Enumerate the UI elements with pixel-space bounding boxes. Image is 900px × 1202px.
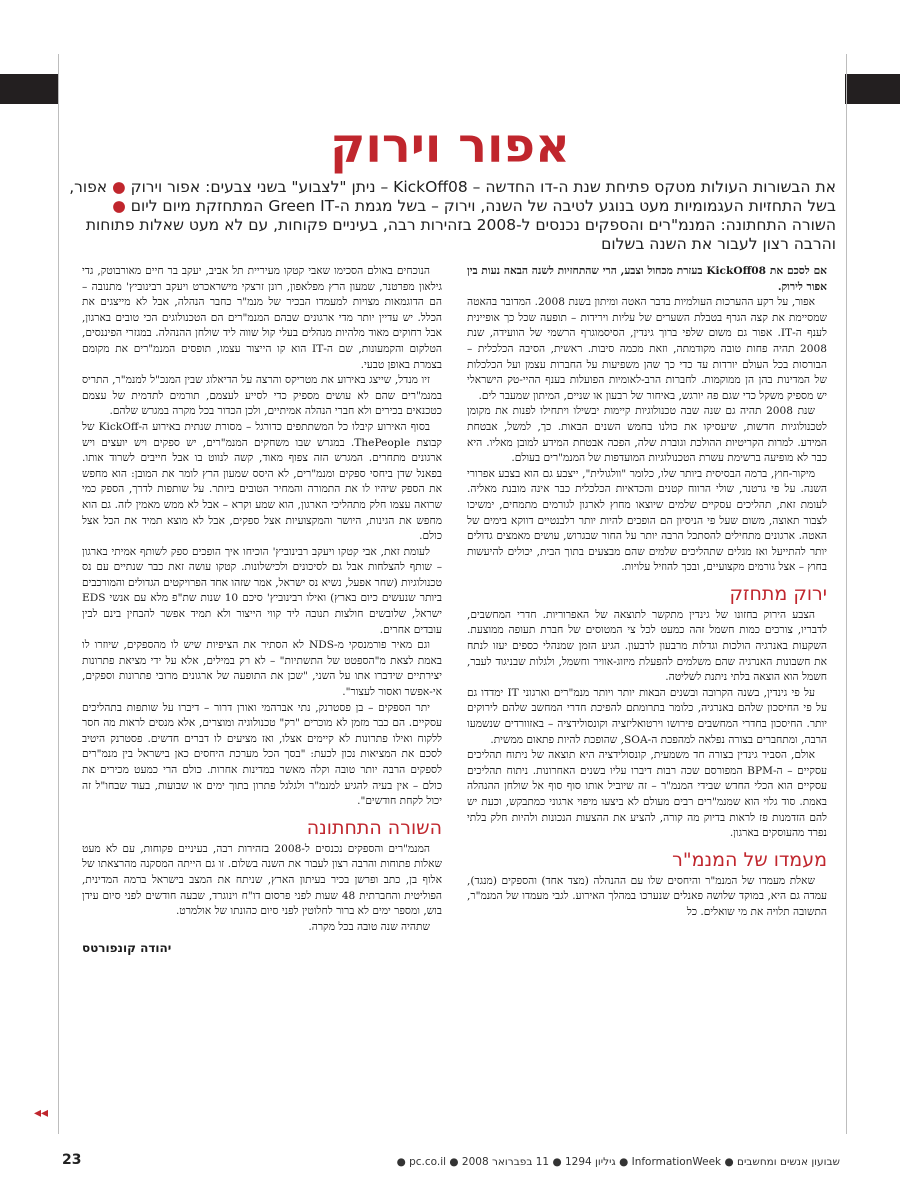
- lead-part-1: את הבשורות העולות מטקס פתיחת שנת ה-דו החדשה – KickOff08 – ניתן "לצבוע" בשני צבעים: אפור וירוק: [130, 178, 836, 196]
- bullet-icon: ●: [112, 178, 126, 196]
- right-column: [467, 264, 827, 921]
- paragraph: שאלת מעמדו של המנמ"ר והיחסים שלו עם ההנהלה (מצד אחד) והספקים (מנגד), עמדה גם היא, במוקד שלושה פאנלים שנערכו במהלך האירוע. לגבי מעמדו של המנמ"ר, התשובה תלויה את מי שואלים. כל: [467, 874, 827, 918]
- bullet-icon: ●: [112, 197, 126, 215]
- paragraph: אולם, הסביר גינדין בצורה חד משמעית, קונסולידציה היא תוצאה של ניתוח תהליכים עסקיים – ה-BPM המפורסם שכה רבות דיברו עליו בשנים האחרונות. ניתוח תהליכים עסקיים הוא הכלי החדש שבידי המנמ"ר – זה שיוביל אותו סוף סוף אל שולחן ההנהלה באמת. סוד גלוי הוא שמנמ"רים רבים מעולם לא ביצעו מיפוי ארגוני כמתבקש, וכעת יש להם הזדמנות פז לראות בדיוק מה קורה, להציע את ההצעות הנכונות ולהיות חלק בלתי נפרד מהעוסקים בארגון.: [467, 749, 827, 840]
- intro-paragraph: אם לסכם את KickOff08 בעזרת מכחול וצבע, הרי שהתחזיות לשנה הבאה נעות בין אפור לירוק.: [467, 265, 827, 293]
- lead-part-2: אפור, בשל התחזיות העגמומיות מעט בנוגע לטיבה של השנה, וירוק – בשל מגמת ה-Green IT המתחזקת מיום ליום: [69, 178, 836, 215]
- paragraph: לעומת זאת, אבי קטקו ויעקב רבינוביץ' הוכיחו איך הופכים ספק לשותף אמיתי בארגון – שותף להצלחות אבל גם לסיכונים ולכישלונות. קטקו עושה זאת כבר שנתיים עם נס טכנולוגיות (שחר אפעל, נשיא נס ישראל, אמר שזהו אחד הפרויקטים הגדולים והמורכבים ביותר שנעשים כיום בארץ) ואילו רבינוביץ' סיכם 10 שנות שת"פ מלא עם אנשי EDS ישראל, שלובשים חולצות תנובה ליד קווי הייצור ולא תמיד אפשר להבחין בינם לבין עובדים אחרים.: [82, 545, 442, 636]
- paragraph: זיו מנדל, שייצג באירוע את מטריקס והרצה על הדיאלוג שבין המנכ"ל למנמ"ר, התריס במנמ"רים שהם לא עושים מספיק כדי לסייע לעצמם, תורמים לתדמית של עצמם כטכנאים בכירים ולא חברי הנהלה אמיתיים, ולכן הכדור בכל מקרה במגרש שלהם.: [82, 374, 442, 418]
- paragraph: על פי גינדין, בשנה הקרובה ובשנים הבאות יותר ויותר מנמ"רים וארגוני IT ימדדו גם על פי החיסכון שלהם באנרגיה, כלומר בתרומתם להפיכת חדרי המחשב שלהם לירוקים יותר. החיסכון בחדרי המחשבים פירושו וירטואליזציה וקונסולידציה – באזוורדים שנשמעו הרבה, ומתחברים בצורה נפלאה למהפכת ה-SOA, שהופכת להיות פתאום ממשית.: [467, 686, 827, 746]
- author-name: יהודה קונפורטס: [82, 941, 172, 956]
- left-column: [82, 264, 442, 957]
- article-lead: [66, 178, 836, 254]
- section-heading-green: ירוק מתחזק: [729, 582, 827, 605]
- continue-arrow-icon: ◂◂: [34, 1105, 49, 1121]
- footer-line: שבועון אנשים ומחשבים ● InformationWeek ● גיליון 1294 ● 11 בפברואר 2008 ● pc.co.il ●: [396, 1156, 840, 1168]
- paragraph: בסוף האירוע קיבלו כל המשתתפים כדורגל – מסורת שנתית באירוע ה-KickOff של קבוצת ThePeople. במגרש שבו משחקים המנמ"רים, יש ספקים ויש יועצים ויש ארגונים מתחרים. המגרש הזה צפוף מאוד, קשה לנווט בו אבל חייבים לשרוד אותו. בפאנל שדן ביחסי ספקים ומנמ"רים, לא היסס שמעון הרץ לומר את המובן: הוא מחפש את הספק שיהיו לו את התמורה והמחיר הטובים ביותר. על שותפות לדרך, הספק כמי שרואה עצמו חלק מתהליכי הארגון, הוא שמע וקרא – אבל לא ממש מאמין לזה. גם הוא מחפש את הגינות, היושר והמקצועיות אצל ספקים, אבל לא מוצא תמיד את הכל אצל כולם.: [82, 420, 442, 543]
- page-number: 23: [62, 1152, 82, 1168]
- top-left-bar: [0, 74, 58, 104]
- paragraph: שתהיה שנה טובה בכל מקרה.: [308, 920, 430, 933]
- paragraph: הנוכחים באולם הסכימו שאבי קטקו מעיריית תל אביב, יעקב בר חיים מאורבוטק, גדי גילאון מפרטנר, שמעון הרץ מפלאפון, רונן זרצקי מישראכרט ויעקב רבינוביץ' מתנובה – הם הדוגמאות מצויות למעמדו הבכיר של מנמ"ר כחבר הנהלה, אבל לא מייצגים את הכלל. יש עדיין יותר מדי ארגונים שבהם המנמ"רים הם הטכנולוגים הכי טובים בארגון, אבל רחוקים מאוד מלהיות מנהלים בעלי קול שווה ליד שולחן ההנהלה. במגזרי הפיננסים, הטלקום והקמעונות, שם ה-IT הוא קו הייצור עצמו, תופסים המנמ"רים את מקומם בצמרת באופן טבעי.: [82, 265, 442, 371]
- lead-part-3: השורה התחתונה: המנמ"רים והספקים נכנסים ל-2008 בזהירות רבה, בעיניים פקוחות, עם לא מעט שאלות פתוחות והרבה רצון לעבור את השנה בשלום: [85, 216, 836, 253]
- paragraph: מיקור-חוץ, ברמה הבסיסית ביותר שלו, כלומר "וולגולית", ייצבע גם הוא בצבע אפרורי השנה. על פי גרטנר, שולי הרווח קטנים והכדאיות הכלכלית כבר אינה מובנת מאליה. לעומת זאת, תהליכים עסקיים שלמים שיוצאו מחוץ לארגון לגורמים מתמחים, ימשיכו לצבור תאוצה, משום שעל פי הניסיון הם הופכים להיות יותר רלבנטיים דווקא בימים של האטה. ארגונים מתחילים להסתכל הרבה יותר על החור שבגרוש, עושים מאמצים גדולים יותר להתייעל ואז מגלים שתהליכים שלמים שהם מבצעים בתוך הבית, יכולים להיעשות בחוץ – אצל גורמים מקצועיים, ובכך להוזיל עלויות.: [467, 467, 827, 574]
- paragraph: וגם מאיר פורמנסקי מ-NDS לא הסתיר את הציפיות שיש לו מהספקים, שיוזרו לו באמת לצאת מ"הספטט של התשתיות" – לא רק במילים, אלא על ידי מציאת פתרונות יצירתיים שידברו אתו על השני, "שכן את התופעה של ארגונים מרובי פתרונות וספקים, אי-אפשר ואסור לעצור".: [82, 639, 442, 699]
- paragraph: יתר הספקים – בן פסטרנק, נתי אברהמי ואורן דרור – דיברו על שותפות בתהליכים עסקיים. הם כבר מזמן לא מוכרים "רק" טכנולוגיה ומוצרים, אלא מנסים לראות מה חסר ללקוח ואילו פתרונות לא קיימים אצלו, ואז מציעים לו דברים חדשים. פסטרנק היטיב לסכם את המציאות נכון לכעת: "בסך הכל מערכת היחסים כאן בישראל בין מנמ"רים לספקים הרבה יותר טובה וקלה מאשר במדינות אחרות. כולם הרי כמעט מכירים את כולם – אין בעיה להגיע למנמ"ר ולגלגל פתרון בתוך ימים או שבועות, בעוד שבחו"ל זה יכול לקחת חודשים".: [82, 701, 442, 808]
- top-right-bar: [845, 74, 900, 104]
- section-heading-cio: מעמדו של המנמ"ר: [672, 848, 827, 871]
- paragraph: אפור, על רקע ההערכות העולמיות בדבר האטה ומיתון בשנת 2008. המדובר בהאטה שמסיימת את קצה הגרף בטבלת השערים של עליות וירידות – תופעה שכל כך אופיינית לענף ה-IT. אפור גם משום שלפי ברוך גינדין, הסיסמוגרף הרשמי של הוועידה, שנת 2008 תהיה פחות טובה מקודמתה, וזאת מכמה סיבות. ראשית, הסיבה הכלכלית – הבורסות בכל העולם יורדות עד כדי כך שהן משפיעות על החברות עצמן ועל הכלכלות של המדינות בהן הן ממוקמות. לחברות הרב-לאומיות הפועלות בענף ההיי-טק הישראלי יש מספיק משקל כדי שגם פה יורגש, באיחור של רבעון או שניים, המיתון שמעבר לים.: [467, 296, 827, 402]
- article-title: אפור וירוק: [330, 118, 570, 174]
- section-heading-bottom-line: השורה התחתונה: [306, 816, 442, 839]
- paragraph: המנמ"רים והספקים נכנסים ל-2008 בזהירות רבה, בעיניים פקוחות, עם לא מעט שאלות פתוחות והרבה רצון לעבור את השנה בשלום. זו גם הייתה המסקנה מהרצאתו של אלוף בן, כתב ופרשן בכיר בעיתון הארץ, שניתח את המצב בישראל ברמה המדינית, הפוליטית והחברתית 48 שעות לפני פרסום דו"ח וינוגרד, שבעה חודשים לפני סיום עידן בוש, ומספר ימים לא ברור לחלוטין לפני סיום כהונתו של אולמרט.: [82, 842, 442, 918]
- paragraph: שנת 2008 תהיה גם שנה שבה טכנולוגיות קיימות יבשילו ויתחילו לפנות את מקומן לטכנולוגיות חדשות, שיעסיקו את כולנו בחמש השנים הבאות. כך, למשל, אבטחת המידע. למרות הקריטיות ההולכת וגוברת שלה, הפכה אבטחת המידע למובן מאליו. היא כבר לא מופיעה ברשימת עשרת הטכנולוגיות המועדפות של המנמ"רים בעולם.: [467, 405, 827, 465]
- paragraph: הצבע הירוק בחזונו של גינדין מתקשר לתוצאה של האפרוריות. חדרי המחשבים, לדבריו, צורכים כמות חשמל זהה כמעט לכל צי המטוסים של חברת תעופה ממוצעת. השקעות באנרגיה הולכות וגדלות מרבעון לרבעון. הגיע הזמן שמנהלי כספים יעזו לנתח את חשבונות האנרגיה שהם משלמים להפעלת מיזוג-אוויר וחשמל, ולגלות שבניגוד לעבר, חשמל הוא הוצאה בלתי ניתנת לשליטה.: [467, 608, 827, 684]
